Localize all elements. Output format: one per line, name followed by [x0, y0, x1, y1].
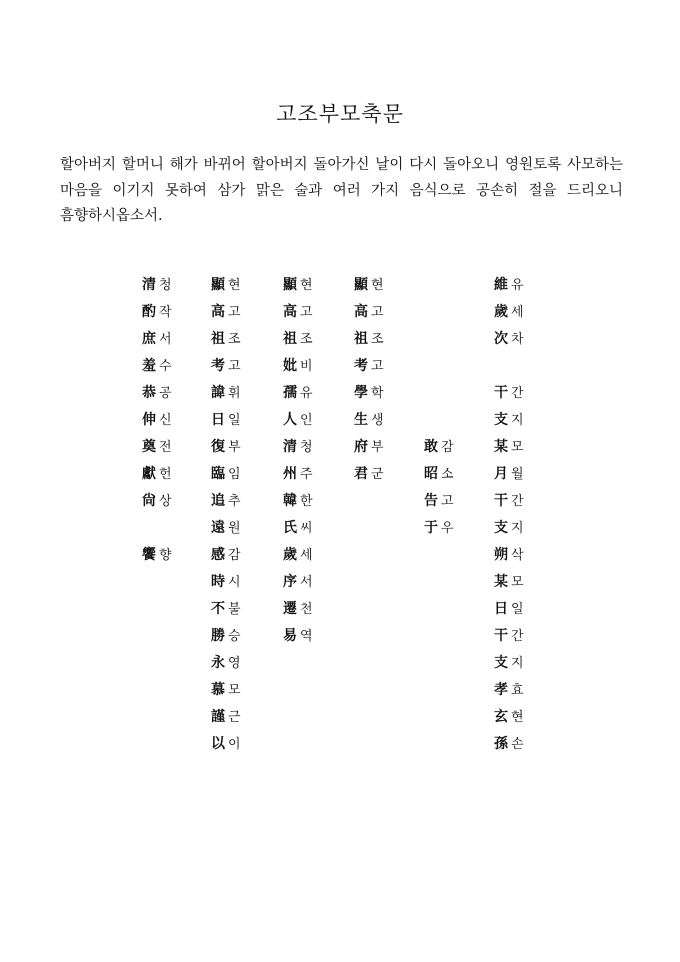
hanja-char: 恭	[142, 385, 156, 401]
hanja-char: 月	[494, 466, 508, 482]
hanja-char: 人	[283, 412, 297, 428]
intro-paragraph: 할아버지 할머니 해가 바뀌어 할아버지 돌아가신 날이 다시 돌아오니 영원토록 사모하는 마음을 이기지 못하여 삼가 맑은 술과 여러 가지 음식으로 공손히 절을 드리오니 흠향하시옵소서.	[60, 157, 623, 224]
hangul-reading: 부	[228, 440, 241, 455]
hangul-reading: 지	[511, 413, 524, 428]
hangul-reading: 신	[159, 413, 172, 428]
hangul-reading: 군	[371, 467, 384, 482]
hanja-char: 朔	[494, 547, 508, 563]
text-cell	[211, 650, 281, 677]
text-cell	[142, 407, 212, 434]
text-cell	[211, 542, 281, 569]
hangul-reading: 승	[228, 629, 241, 644]
text-cell	[211, 434, 281, 461]
hangul-reading: 고	[371, 305, 384, 320]
hanja-char: 謹	[211, 709, 225, 725]
hangul-reading: 고	[441, 494, 454, 509]
hangul-reading: 감	[228, 548, 241, 563]
text-cell	[494, 677, 564, 704]
hangul-reading: 이	[228, 737, 241, 752]
text-cell	[494, 731, 564, 758]
hanja-char: 某	[494, 574, 508, 590]
hanja-char: 支	[494, 520, 508, 536]
hanja-char: 妣	[283, 358, 297, 374]
hanja-char: 易	[283, 628, 297, 644]
text-cell	[494, 326, 564, 353]
hangul-reading: 역	[300, 629, 313, 644]
text-cell	[494, 380, 564, 407]
hangul-reading: 헌	[159, 467, 172, 482]
hangul-reading: 천	[300, 602, 313, 617]
hanja-char: 復	[211, 439, 225, 455]
hanja-char: 干	[494, 628, 508, 644]
hangul-reading: 소	[441, 467, 454, 482]
hanja-char: 諱	[211, 385, 225, 401]
hangul-reading: 삭	[511, 548, 524, 563]
hanja-char: 孫	[494, 736, 508, 752]
text-cell	[494, 596, 564, 623]
text-cell	[142, 488, 212, 515]
hangul-reading: 현	[371, 278, 384, 293]
hangul-reading: 전	[159, 440, 172, 455]
text-cell	[424, 461, 494, 488]
hangul-reading: 간	[511, 386, 524, 401]
text-cell	[494, 704, 564, 731]
hanja-char: 庶	[142, 331, 156, 347]
hanja-char: 遷	[283, 601, 297, 617]
hangul-reading: 손	[511, 737, 524, 752]
text-cell	[211, 407, 281, 434]
hanja-char: 州	[283, 466, 297, 482]
hangul-reading: 추	[228, 494, 241, 509]
text-cell	[211, 569, 281, 596]
text-cell	[354, 326, 424, 353]
text-cell	[283, 596, 353, 623]
hanja-char: 君	[354, 466, 368, 482]
text-cell	[142, 353, 212, 380]
hanja-char: 孺	[283, 385, 297, 401]
hanja-char: 感	[211, 547, 225, 563]
hangul-reading: 학	[371, 386, 384, 401]
hanja-char: 祖	[283, 331, 297, 347]
hangul-reading: 고	[228, 359, 241, 374]
hangul-reading: 현	[511, 710, 524, 725]
text-cell	[424, 434, 494, 461]
hangul-reading: 서	[300, 575, 313, 590]
text-cell	[494, 434, 564, 461]
text-cell	[211, 272, 281, 299]
hangul-reading: 생	[371, 413, 384, 428]
hanja-char: 顯	[283, 277, 297, 293]
text-cell	[142, 380, 212, 407]
hanja-char: 勝	[211, 628, 225, 644]
hanja-char: 序	[283, 574, 297, 590]
hanja-char: 考	[354, 358, 368, 374]
hanja-char: 干	[494, 385, 508, 401]
text-cell	[283, 434, 353, 461]
hangul-reading: 효	[511, 683, 524, 698]
hangul-reading: 간	[511, 629, 524, 644]
text-cell	[283, 407, 353, 434]
hangul-reading: 모	[228, 683, 241, 698]
text-cell	[494, 542, 564, 569]
hanja-char: 玄	[494, 709, 508, 725]
hanja-char: 府	[354, 439, 368, 455]
hanja-char: 學	[354, 385, 368, 401]
hanja-char: 時	[211, 574, 225, 590]
text-cell	[494, 650, 564, 677]
hanja-char: 維	[494, 277, 508, 293]
hangul-reading: 고	[300, 305, 313, 320]
hanja-char: 永	[211, 655, 225, 671]
hangul-reading: 서	[159, 332, 172, 347]
text-cell	[494, 461, 564, 488]
text-cell	[494, 299, 564, 326]
hangul-reading: 상	[159, 494, 172, 509]
hangul-reading: 씨	[300, 521, 313, 536]
hanja-char: 尙	[142, 493, 156, 509]
hangul-reading: 청	[159, 278, 172, 293]
text-cell	[211, 704, 281, 731]
hangul-reading: 임	[228, 467, 241, 482]
text-cell	[142, 272, 212, 299]
hangul-reading: 영	[228, 656, 241, 671]
text-cell	[283, 515, 353, 542]
hangul-reading: 유	[300, 386, 313, 401]
hangul-reading: 청	[300, 440, 313, 455]
text-cell	[142, 542, 212, 569]
hangul-reading: 차	[511, 332, 524, 347]
hanja-char: 以	[211, 736, 225, 752]
hangul-reading: 일	[228, 413, 241, 428]
hanja-char: 高	[211, 304, 225, 320]
text-cell	[354, 434, 424, 461]
hanja-char: 考	[211, 358, 225, 374]
text-cell	[354, 353, 424, 380]
page-title: 고조부모축문	[276, 102, 404, 127]
text-cell	[494, 488, 564, 515]
hanja-char: 日	[211, 412, 225, 428]
text-cell	[142, 326, 212, 353]
text-cell	[283, 353, 353, 380]
text-cell	[211, 380, 281, 407]
hanja-char: 昭	[424, 466, 438, 482]
hanja-char: 饗	[142, 547, 156, 563]
text-cell	[494, 569, 564, 596]
hangul-reading: 모	[511, 575, 524, 590]
prayer-text-table	[0, 272, 680, 772]
hangul-reading: 주	[300, 467, 313, 482]
hangul-reading: 휘	[228, 386, 241, 401]
text-cell	[354, 299, 424, 326]
hanja-char: 慕	[211, 682, 225, 698]
hanja-char: 臨	[211, 466, 225, 482]
text-cell	[211, 596, 281, 623]
hangul-reading: 수	[159, 359, 172, 374]
text-cell	[283, 542, 353, 569]
hangul-reading: 감	[441, 440, 454, 455]
text-cell	[354, 407, 424, 434]
hanja-char: 清	[142, 277, 156, 293]
hanja-char: 祖	[354, 331, 368, 347]
text-cell	[424, 515, 494, 542]
hanja-char: 奠	[142, 439, 156, 455]
hangul-reading: 유	[511, 278, 524, 293]
hanja-char: 次	[494, 331, 508, 347]
text-cell	[142, 461, 212, 488]
text-cell	[211, 299, 281, 326]
hangul-reading: 불	[228, 602, 241, 617]
hanja-char: 孝	[494, 682, 508, 698]
text-cell	[283, 569, 353, 596]
text-cell	[211, 515, 281, 542]
hanja-char: 敢	[424, 439, 438, 455]
hanja-char: 干	[494, 493, 508, 509]
hangul-reading: 원	[228, 521, 241, 536]
hangul-reading: 현	[300, 278, 313, 293]
text-cell	[211, 623, 281, 650]
text-cell	[283, 272, 353, 299]
hangul-reading: 조	[228, 332, 241, 347]
hangul-reading: 조	[300, 332, 313, 347]
hanja-char: 顯	[354, 277, 368, 293]
hanja-char: 支	[494, 655, 508, 671]
hangul-reading: 세	[511, 305, 524, 320]
text-cell	[494, 623, 564, 650]
hangul-reading: 시	[228, 575, 241, 590]
hangul-reading: 향	[159, 548, 172, 563]
text-cell	[424, 488, 494, 515]
hanja-char: 告	[424, 493, 438, 509]
hanja-char: 支	[494, 412, 508, 428]
text-cell	[283, 461, 353, 488]
hangul-reading: 비	[300, 359, 313, 374]
text-cell	[211, 353, 281, 380]
hangul-reading: 부	[371, 440, 384, 455]
hangul-reading: 현	[228, 278, 241, 293]
text-cell	[494, 272, 564, 299]
hangul-reading: 근	[228, 710, 241, 725]
hangul-reading: 월	[511, 467, 524, 482]
hanja-char: 歲	[283, 547, 297, 563]
hangul-reading: 작	[159, 305, 172, 320]
hanja-char: 不	[211, 601, 225, 617]
text-cell	[283, 623, 353, 650]
hangul-reading: 모	[511, 440, 524, 455]
hangul-reading: 간	[511, 494, 524, 509]
hanja-char: 伸	[142, 412, 156, 428]
hanja-char: 遠	[211, 520, 225, 536]
hanja-char: 追	[211, 493, 225, 509]
hanja-char: 韓	[283, 493, 297, 509]
hangul-reading: 지	[511, 521, 524, 536]
text-cell	[283, 488, 353, 515]
text-cell	[354, 380, 424, 407]
hanja-char: 某	[494, 439, 508, 455]
hangul-reading: 고	[371, 359, 384, 374]
hanja-char: 清	[283, 439, 297, 455]
text-cell	[211, 488, 281, 515]
text-cell	[142, 299, 212, 326]
text-cell	[283, 299, 353, 326]
hangul-reading: 인	[300, 413, 313, 428]
hanja-char: 歲	[494, 304, 508, 320]
hanja-char: 氏	[283, 520, 297, 536]
text-cell	[211, 326, 281, 353]
hanja-char: 祖	[211, 331, 225, 347]
text-cell	[283, 380, 353, 407]
hangul-reading: 한	[300, 494, 313, 509]
text-cell	[494, 515, 564, 542]
text-cell	[142, 434, 212, 461]
text-cell	[354, 272, 424, 299]
text-cell	[354, 461, 424, 488]
hangul-reading: 우	[441, 521, 454, 536]
hanja-char: 日	[494, 601, 508, 617]
hangul-reading: 지	[511, 656, 524, 671]
hangul-reading: 공	[159, 386, 172, 401]
text-cell	[211, 677, 281, 704]
hanja-char: 高	[283, 304, 297, 320]
text-cell	[211, 731, 281, 758]
hangul-reading: 세	[300, 548, 313, 563]
hangul-reading: 고	[228, 305, 241, 320]
hanja-char: 于	[424, 520, 438, 536]
hanja-char: 酌	[142, 304, 156, 320]
hanja-char: 生	[354, 412, 368, 428]
hangul-reading: 일	[511, 602, 524, 617]
hanja-char: 顯	[211, 277, 225, 293]
text-cell	[211, 461, 281, 488]
hanja-char: 羞	[142, 358, 156, 374]
text-cell	[283, 326, 353, 353]
text-cell	[494, 407, 564, 434]
hangul-reading: 조	[371, 332, 384, 347]
hanja-char: 獻	[142, 466, 156, 482]
hanja-char: 高	[354, 304, 368, 320]
